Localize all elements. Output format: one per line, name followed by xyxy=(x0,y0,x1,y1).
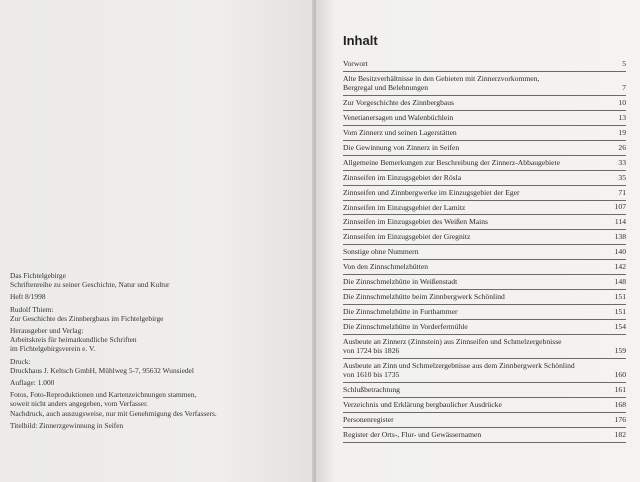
toc-entry xyxy=(343,320,626,335)
left-page xyxy=(0,0,314,482)
toc-entry-page: 160 xyxy=(614,370,626,380)
toc-entry-page: 142 xyxy=(614,262,626,272)
toc-entry xyxy=(343,201,626,216)
toc-entry xyxy=(343,245,626,260)
toc-entry-title: Verzeichnis und Erklärung bergbaulicher Ausdrücke xyxy=(343,400,502,410)
toc-entry-title: Die Gewinnung von Zinnerz in Seifen xyxy=(343,142,460,152)
toc-entry-title: von 1610 bis 1735 xyxy=(343,370,400,380)
toc-entry xyxy=(343,215,626,230)
toc-entry xyxy=(343,96,626,111)
toc-entry-page: 151 xyxy=(614,291,626,301)
toc-entry xyxy=(343,260,626,275)
toc-entry-page: 159 xyxy=(614,346,626,356)
toc-entry xyxy=(343,428,626,443)
imprint-publisher: Herausgeber und Verlag: Arbeitskreis für heimatkundliche Schriften im Fichtelgebirgsverein e. V. xyxy=(10,326,137,354)
toc-entry-title: Sonstige ohne Nummern xyxy=(343,247,419,257)
toc-entry-title: Zinnseifen im Einzugsgebiet der Lamitz xyxy=(343,202,466,212)
show-through-text xyxy=(150,30,310,48)
toc-entry-title: Schlußbetrachtung xyxy=(343,385,400,395)
toc-entry xyxy=(343,126,626,141)
toc-entry-page: 107 xyxy=(614,202,626,212)
toc-entry-title: Alte Besitzverhältnisse in den Gebieten mit Zinnerzvorkommen, xyxy=(343,73,540,83)
imprint-rights: Fotos, Foto-Reproduktionen und Kartenzeichnungen stammen, soweit nicht anders angegeben, vom Verfasser. Nachdruck, auch auszugsweise, nur mit Genehmigung des Verfassers. xyxy=(10,390,217,418)
toc-entry-page: 19 xyxy=(618,127,626,137)
toc-entry xyxy=(343,383,626,398)
toc-entry-title: Vorwort xyxy=(343,59,368,68)
toc-entry-page: 154 xyxy=(614,321,626,331)
toc-entry-title: Die Zinnschmelzhütte in Vorderfermühle xyxy=(343,321,468,331)
imprint-printer: Druck: Druckhaus J. Keltsch GmbH, Mühlweg 5-7, 95632 Wunsiedel xyxy=(10,356,194,375)
toc-entry xyxy=(343,335,626,359)
toc-entry-title: Zur Vorgeschichte des Zinnbergbaus xyxy=(343,98,455,108)
toc-entry-page: 35 xyxy=(618,172,626,182)
toc-entry-title: Ausbeute an Zinn und Schmelzergebnisse aus dem Zinnbergwerk Schönlind xyxy=(343,361,575,371)
toc-entry-title: Die Zinnschmelzhütte beim Zinnbergwerk Schönlind xyxy=(343,292,505,301)
toc-entry-title: Venetianersagen und Walenbüchlein xyxy=(343,113,454,123)
toc-entry-page: 168 xyxy=(614,400,626,410)
imprint-author: Rudolf Thiem: Zur Geschichte des Zinnbergbaus im Fichtelgebirge xyxy=(10,304,164,323)
toc-entry-title: Vom Zinnerz und seinen Lagerstätten xyxy=(343,128,457,138)
toc-entry-page: 140 xyxy=(614,247,626,257)
toc-entry-title: Zinnseifen im Einzugsgebiet der Gregnitz xyxy=(343,232,471,242)
toc-entry-page: 161 xyxy=(614,385,626,395)
toc-entry xyxy=(343,141,626,156)
toc-entry-page: 138 xyxy=(614,232,626,242)
toc-entry xyxy=(343,72,626,96)
toc-entry-page: 5 xyxy=(622,58,626,68)
imprint-cover: Titelbild: Zinnerzgewinnung in Seifen xyxy=(10,420,124,430)
toc-entry xyxy=(343,413,626,428)
toc-entry xyxy=(343,230,626,245)
toc-entry-page: 114 xyxy=(614,217,626,227)
toc-entry xyxy=(343,111,626,126)
toc-entry xyxy=(343,156,626,171)
toc-entry-page: 71 xyxy=(618,187,626,197)
toc-entry-page: 26 xyxy=(618,142,626,152)
toc-entry-title: Personenregister xyxy=(343,415,394,425)
toc-entry-page: 13 xyxy=(618,113,626,123)
toc-entry-title: Bergregal und Belehnungen xyxy=(343,83,429,93)
imprint-series: Das Fichtelgebirge Schriftenreihe zu seiner Geschichte, Natur und Kultur xyxy=(10,271,170,290)
toc-entry-page: 148 xyxy=(614,277,626,286)
toc-entry xyxy=(343,186,626,201)
table-of-contents xyxy=(343,57,626,443)
imprint-block xyxy=(10,271,305,433)
toc-entry xyxy=(343,305,626,320)
toc-entry-title: Zinnseifen im Einzugsgebiet der Rösla xyxy=(343,172,462,182)
toc-entry-title: Register der Orts-, Flur- und Gewässernamen xyxy=(343,430,482,440)
toc-entry xyxy=(343,290,626,305)
toc-entry-title: Ausbeute an Zinnerz (Zinnstein) aus Zinnseifen und Schmelzergebnisse xyxy=(343,336,562,346)
toc-entry-page: 151 xyxy=(614,306,626,316)
toc-entry-title: Die Zinnschmelzhütte in Weißenstadt xyxy=(343,277,458,287)
toc-entry-title: Die Zinnschmelzhütte in Furthammer xyxy=(343,306,458,316)
toc-entry-page: 176 xyxy=(614,415,626,425)
toc-entry xyxy=(343,359,626,383)
toc-title: Inhalt xyxy=(343,33,378,48)
toc-entry-page: 7 xyxy=(622,83,626,93)
toc-entry-page: 10 xyxy=(618,98,626,108)
toc-entry-title: Zinnseifen im Einzugsgebiet des Weißen Mains xyxy=(343,217,488,227)
toc-entry xyxy=(343,275,626,290)
toc-entry-title: von 1724 bis 1826 xyxy=(343,346,400,356)
toc-entry-page: 33 xyxy=(618,157,626,167)
toc-entry xyxy=(343,57,626,72)
imprint-edition: Auflage: 1.000 xyxy=(10,378,55,388)
toc-entry-title: Allgemeine Bemerkungen zur Beschreibung der Zinnerz-Abbaugebiete xyxy=(343,157,560,167)
toc-entry-title: Von den Zinnschmelzhütten xyxy=(343,262,429,272)
imprint-issue: Heft 8/1998 xyxy=(10,292,46,302)
toc-entry-page: 182 xyxy=(614,429,626,439)
toc-entry-title: Zinnseifen und Zinnbergwerke im Einzugsgebiet der Eger xyxy=(343,187,520,197)
toc-entry xyxy=(343,398,626,413)
toc-entry xyxy=(343,171,626,186)
